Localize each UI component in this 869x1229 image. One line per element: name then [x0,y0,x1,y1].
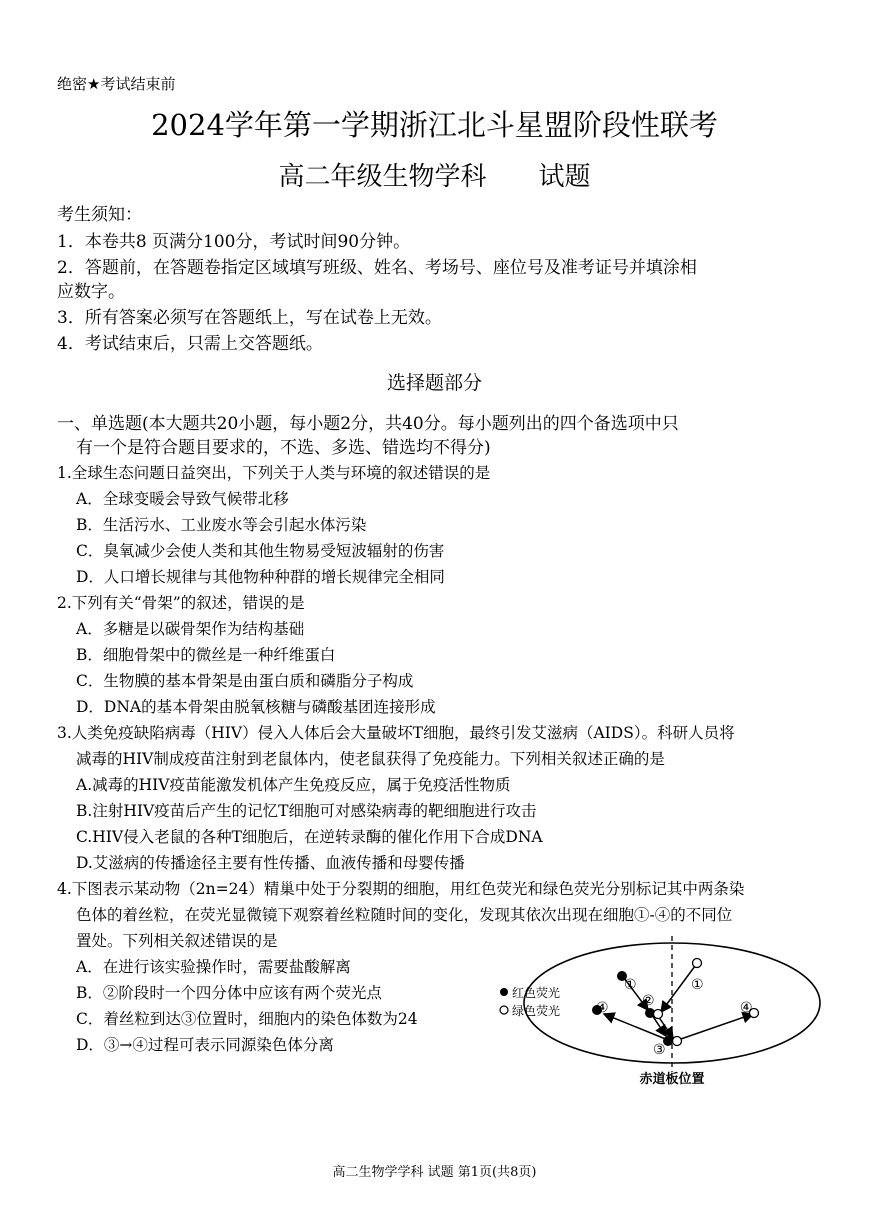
figure-caption: 赤道板位置 [639,1072,705,1087]
question-stem: 2.下列有关“骨架”的叙述，错误的是 [57,594,305,612]
notice-heading: 考生须知： [57,205,142,225]
exam-subtitle: 高二年级生物学科 试题 [278,162,591,192]
green-fluorescence-dot-icon [500,1006,508,1014]
option-d: D．人口增长规律与其他物种种群的增长规律完全相同 [76,568,445,586]
secret-label: 绝密★考试结束前 [57,75,176,93]
notice-item: 2．答题前，在答题卷指定区域填写班级、姓名、考场号、座位号及准考证号并填涂相 [57,258,697,278]
option-a: A．在进行该实验操作时，需要盐酸解离 [76,958,351,976]
option-b: B．生活污水、工业废水等会引起水体污染 [76,516,367,534]
option-b: B．细胞骨架中的微丝是一种纤维蛋白 [76,646,336,664]
question-stem: 置处。下列相关叙述错误的是 [76,932,278,950]
position-mark: ③ [653,1042,666,1058]
option-c: C．着丝粒到达③位置时，细胞内的染色体数为24 [76,1010,418,1028]
option-d: D.艾滋病的传播途径主要有性传播、血液传播和母婴传播 [76,854,465,872]
section-instruction: 有一个是符合题目要求的，不选、多选、错选均不得分) [76,438,491,458]
question-stem: 3.人类免疫缺陷病毒（HIV）侵入人体后会大量破坏T细胞，最终引发艾滋病（AIDS）。科研人员将 [57,724,735,742]
section-instruction: 一、单选题(本大题共20小题，每小题2分，共40分。每小题列出的四个备选项中只 [57,414,679,434]
legend-red: 红色荧光 [512,986,561,1000]
section-title: 选择题部分 [386,372,482,394]
red-fluorescence-dot-icon [500,988,508,996]
legend-green: 绿色荧光 [512,1004,561,1018]
arrow-green-1-2 [661,966,695,1012]
option-a: A．全球变暖会导致气候带北移 [76,490,289,508]
question-stem: 减毒的HIV制成疫苗注射到老鼠体内，使老鼠获得了免疫能力。下列相关叙述正确的是 [76,750,665,768]
position-mark: ① [624,977,637,993]
arrow-green-3-4 [678,1014,753,1040]
exam-title: 2024学年第一学期浙江北斗星盟阶段性联考 [151,108,718,142]
notice-item: 1．本卷共8 页满分100分，考试时间90分钟。 [57,232,411,252]
notice-item: 3．所有答案必须写在答题纸上，写在试卷上无效。 [57,308,442,328]
option-d: D．③→④过程可表示同源染色体分离 [76,1036,334,1054]
option-c: C．臭氧减少会使人类和其他生物易受短波辐射的伤害 [76,542,445,560]
position-mark: ④ [740,1000,753,1016]
option-c: C.HIV侵入老鼠的各种T细胞后，在逆转录酶的催化作用下合成DNA [76,828,543,846]
position-mark: ④ [596,1000,609,1016]
question-stem: 色体的着丝粒，在荧光显微镜下观察着丝粒随时间的变化，发现其依次出现在细胞①-④的不同位 [76,906,733,924]
position-mark: ② [642,993,655,1009]
option-a: A．多糖是以碳骨架作为结构基础 [76,620,305,638]
green-centromere-1 [693,959,702,968]
option-d: D．DNA的基本骨架由脱氧核糖与磷酸基团连接形成 [76,698,436,716]
position-mark: ① [691,977,704,993]
option-c: C．生物膜的基本骨架是由蛋白质和磷脂分子构成 [76,672,414,690]
option-b: B．②阶段时一个四分体中应该有两个荧光点 [76,984,382,1002]
green-centromere-2 [654,1010,663,1019]
page-footer: 高二生物学学科 试题 第1页(共8页) [332,1165,537,1180]
question-stem: 4.下图表示某动物（2n=24）精巢中处于分裂期的细胞，用红色荧光和绿色荧光分别标记其中两条染 [57,880,745,898]
cell-diagram [490,930,830,1090]
notice-item: 应数字。 [57,282,125,302]
option-a: A.减毒的HIV疫苗能激发机体产生免疫反应，属于免疫活性物质 [76,776,511,794]
green-centromere-3 [673,1037,682,1046]
question-stem: 1.全球生态问题日益突出，下列关于人类与环境的叙述错误的是 [57,464,491,482]
option-b: B.注射HIV疫苗后产生的记忆T细胞可对感染病毒的靶细胞进行攻击 [76,802,537,820]
notice-item: 4．考试结束后，只需上交答题纸。 [57,334,323,354]
